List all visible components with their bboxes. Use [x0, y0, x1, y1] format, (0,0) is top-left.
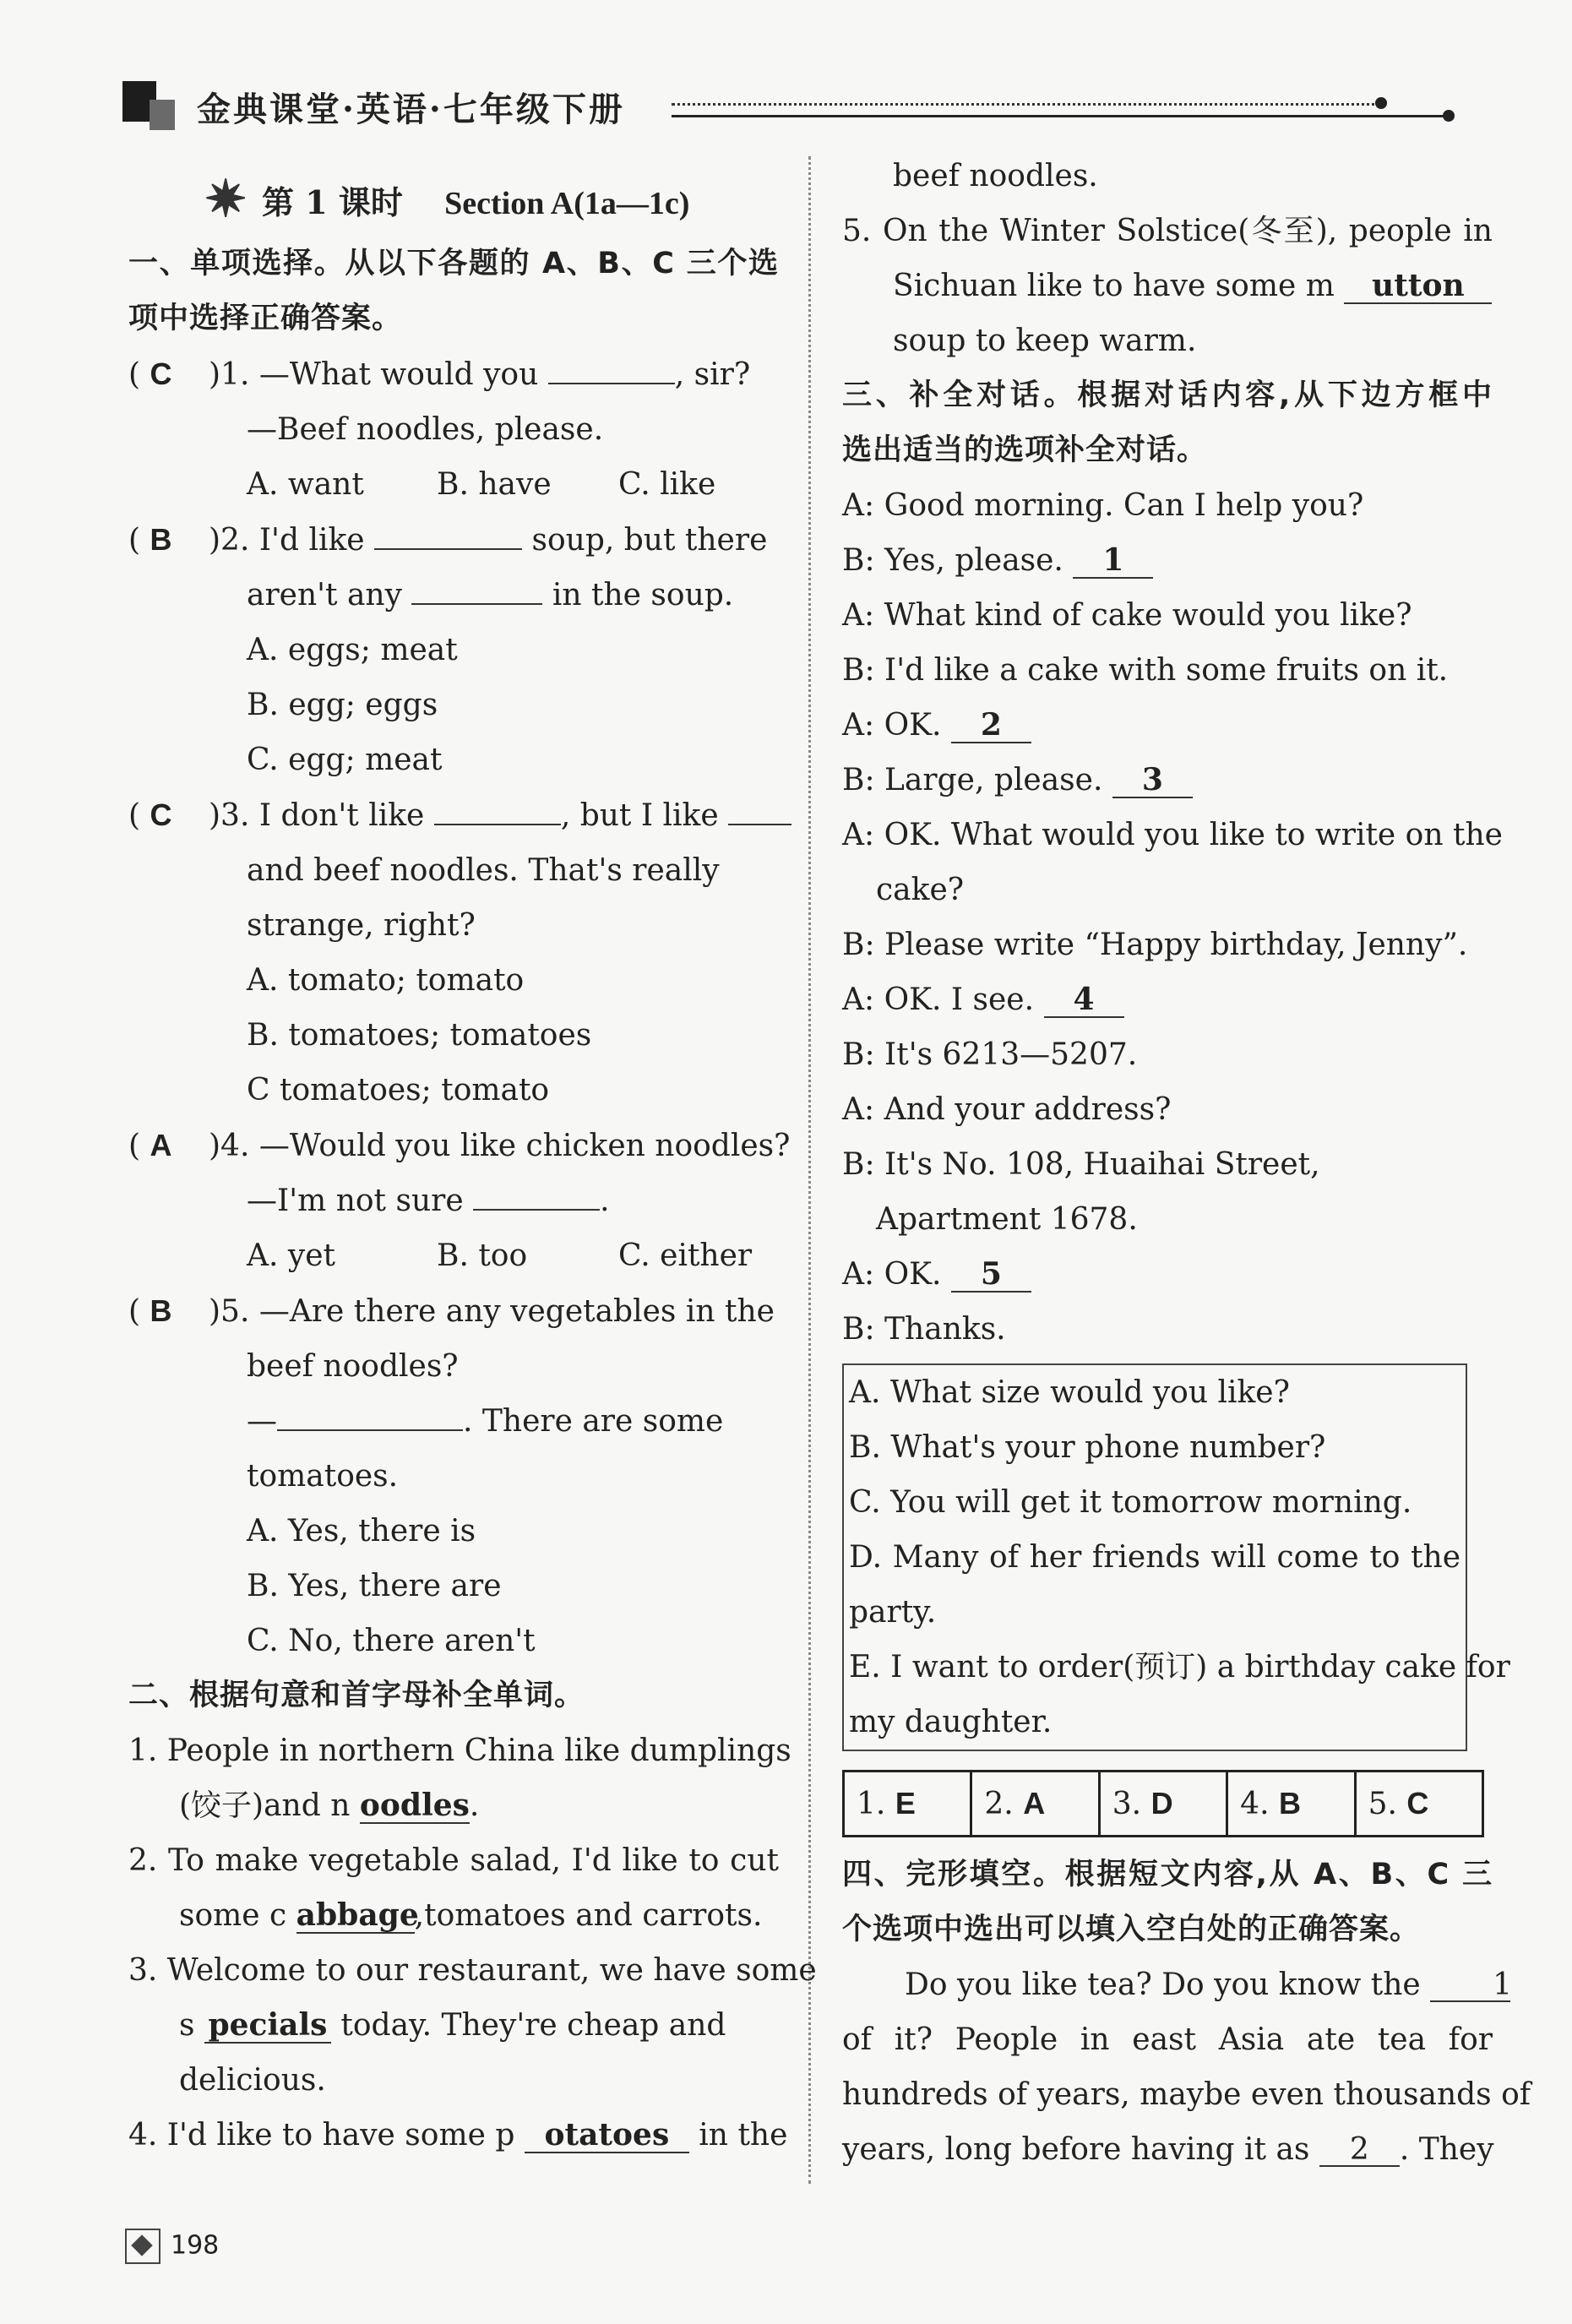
answer-cell: 2. A [971, 1772, 1099, 1837]
part1-heading-cont: 项中选择正确答案。 [128, 302, 403, 335]
option-e: E. I want to order(预订) a birthday cake for [849, 1650, 1510, 1684]
answer-table [842, 1770, 1484, 1837]
dialogue-line: A: Good morning. Can I help you? [842, 488, 1364, 523]
passage-blank: 2 [1319, 2135, 1400, 2167]
option-b: B. What's your phone number? [849, 1430, 1326, 1465]
header-dot [1375, 97, 1387, 109]
options-box: A. What size would you like? B. What's your phone number? C. You will get it tomorrow morning. D. Many of her friends will come to the party. E. I want to order(预订) a birthday cake for my daughter. [842, 1363, 1467, 1751]
part3-heading: 三、补全对话。根据对话内容,从下边方框中 [842, 378, 1493, 412]
blank [473, 1178, 600, 1211]
fill-item-5: 5. On the Winter Solstice(冬至), people in [842, 214, 1493, 248]
passage-line: hundreds of years, maybe even thousands of [842, 2077, 1531, 2112]
fill-answer: pecials [204, 2008, 331, 2044]
dialogue-blank: 5 [951, 1257, 1031, 1293]
blank [411, 573, 542, 605]
answer-cell: 3. D [1099, 1772, 1227, 1837]
fill-item-3: 3. Welcome to our restaurant, we have some [128, 1953, 817, 1988]
page-header [122, 78, 1423, 137]
header-dotted-rule [672, 103, 1381, 106]
dialogue-blank: 1 [1073, 543, 1153, 579]
question-1: ( C )1. —What would you , sir? [128, 346, 779, 402]
dialogue-line: B: Please write “Happy birthday, Jenny”. [842, 928, 1468, 962]
right-column: beef noodles. 5. On the Winter Solstice(冬至), people in Sichuan like to have some m utton soup to keep warm. 三、补全对话。根据对话内容,从下边方框中 选出适当的选项补全对话。 A: Good morning. Can I help you? B: Yes, please. 1 A: What kind of cake would you like? B: I'd like a cake with some fruits on it. A: OK. 2 B: Large, please. 3 A: OK. What would you like to write on the cake? B: Please write “Happy birthday, Jenny”. A: OK. I see. 4 B: It's 6213—5207. A: And your address? B: It's No. 108, Huaihai Street, Apartment 1678. A: OK. 5 B: Thanks. A. What size would you like? B. What's your phone number? C. You will get it tomorrow morning. D. Many of her friends will come to the party. E. I want to order(预订) a birthday cake for my daughter. 1. E 2. A 3. D 4. B 5. C 四、完形填空。根据短文内容,从 A、B、C 三 个选项中选出可以填入空白处的正确答案。 Do you like tea? Do you know the 1 of it? People in east Asia ate tea for hundreds of years, maybe even thousands of years, long before having it as 2 . They [842, 149, 1493, 2177]
column-divider [808, 156, 811, 2184]
blank [374, 518, 522, 550]
option-d: D. Many of her friends will come to the [849, 1540, 1460, 1575]
question-4-options: A. yet B. too C. either [247, 1238, 753, 1273]
question-2-answer: B [150, 522, 172, 557]
answer-cell: 5. C [1355, 1772, 1482, 1837]
option-a: A. What size would you like? [849, 1375, 1290, 1410]
fill-answer: oodles [359, 1788, 470, 1823]
dialogue-line: B: Yes, please. 1 [842, 533, 1493, 588]
part4-heading-cont: 个选项中选出可以填入空白处的正确答案。 [842, 1913, 1421, 1946]
part2-heading: 二、根据句意和首字母补全单词。 [128, 1679, 585, 1712]
lesson-number: 第 1 课时 [262, 183, 403, 221]
answer-cell: 1. E [844, 1772, 971, 1837]
passage-line: years, long before having it as 2 . They [842, 2132, 1494, 2167]
star-ornament-icon: ✷ [204, 170, 247, 229]
dialogue-line: A: OK. 2 [842, 698, 1493, 753]
fill-answer: otatoes [525, 2118, 689, 2153]
section-title: Section A(1a—1c) [444, 186, 690, 221]
question-5-answer: B [150, 1293, 172, 1328]
part3-heading-cont: 选出适当的选项补全对话。 [842, 433, 1208, 467]
dialogue-blank: 3 [1112, 763, 1193, 798]
part4-heading: 四、完形填空。根据短文内容,从 A、B、C 三 [842, 1858, 1493, 1891]
lesson-title [128, 169, 779, 237]
dialogue-line: B: Large, please. 3 [842, 753, 1493, 808]
diamond-icon [125, 2229, 160, 2264]
fill-item-4: 4. I'd like to have some p otatoes in the [128, 2117, 788, 2153]
dialogue-blank: 4 [1044, 982, 1124, 1018]
dialogue-line: B: It's No. 108, Huaihai Street, [842, 1147, 1320, 1182]
question-3-answer: C [150, 797, 172, 832]
table-row [844, 1772, 1483, 1837]
left-column: ✷ 第 1 课时 Section A(1a—1c) 一、单项选择。从以下各题的 A、B、C 三个选 项中选择正确答案。 ( C )1. —What would you , sir? —Beef noodles, please. A. want B. have C. like ( B )2. I'd like soup, but there aren't any in the soup. A. eggs; meat B. egg; eggs C. egg; meat ( C )3. I don't like , but I like and beef noodles. That's really strange, right? A. tomato; tomato B. tomatoes; tomatoes C tomatoes; tomato ( A )4. —Would you like chicken noodles? —I'm not sure . A. yet B. too C. either ( B )5. —Are there any vegetables in the beef noodles? — . There are some tomatoes. A. Yes, there is B. Yes, there are C. No, there aren't 二、根据句意和首字母补全单词。 1. People in northern China like dumplings (饺子)and n oodles. 2. To make vegetable salad, I'd like to cut some c abbage,tomatoes and carrots. 3. Welcome to our restaurant, we have some s pecials today. They're cheap and delicious. 4. I'd like to have some p otatoes in the [128, 169, 779, 2163]
dialogue-blank: 2 [951, 708, 1031, 743]
option-c: C. You will get it tomorrow morning. [849, 1485, 1412, 1520]
dialogue-line: B: It's 6213—5207. [842, 1037, 1138, 1072]
passage-blank: 1 [1430, 1970, 1510, 2002]
page-number: 198 [125, 2229, 219, 2264]
passage-line: Do you like tea? Do you know the 1 [905, 1968, 1513, 2002]
blank [728, 793, 791, 825]
question-2: ( B )2. I'd like soup, but there [128, 512, 779, 568]
dialogue-line: B: I'd like a cake with some fruits on it. [842, 653, 1449, 688]
dialogue-line: A: What kind of cake would you like? [842, 598, 1412, 633]
dialogue-line: B: Thanks. [842, 1312, 1006, 1347]
question-3: ( C )3. I don't like , but I like [128, 787, 779, 843]
dialogue-line: A: OK. What would you like to write on the [842, 818, 1503, 852]
header-title: 金典课堂·英语·七年级下册 [197, 90, 625, 129]
part1-heading: 一、单项选择。从以下各题的 A、B、C 三个选 [128, 247, 779, 280]
question-4-answer: A [150, 1128, 172, 1162]
dialogue-line: A: And your address? [842, 1092, 1172, 1127]
blank [277, 1399, 463, 1431]
question-4: ( A )4. —Would you like chicken noodles? [128, 1128, 791, 1163]
blank [434, 793, 561, 825]
blank [548, 352, 675, 384]
dialogue-line: A: OK. 5 [842, 1247, 1493, 1302]
dialogue-line: A: OK. I see. 4 [842, 972, 1493, 1027]
header-rule [672, 115, 1449, 117]
fill-answer: utton [1344, 269, 1492, 304]
question-1-options: A. want B. have C. like [247, 467, 716, 502]
question-1-answer: C [150, 356, 172, 391]
fill-answer: abbage [296, 1897, 419, 1933]
passage-line: of it? People in east Asia ate tea for [842, 2022, 1493, 2057]
fill-item-1: 1. People in northern China like dumplings [128, 1733, 791, 1768]
header-block-icon-secondary [150, 100, 175, 130]
fill-item-2: 2. To make vegetable salad, I'd like to cut [128, 1843, 779, 1878]
header-dot [1443, 110, 1455, 122]
answer-cell: 4. B [1227, 1772, 1355, 1837]
question-5: ( B )5. —Are there any vegetables in the [128, 1293, 775, 1329]
